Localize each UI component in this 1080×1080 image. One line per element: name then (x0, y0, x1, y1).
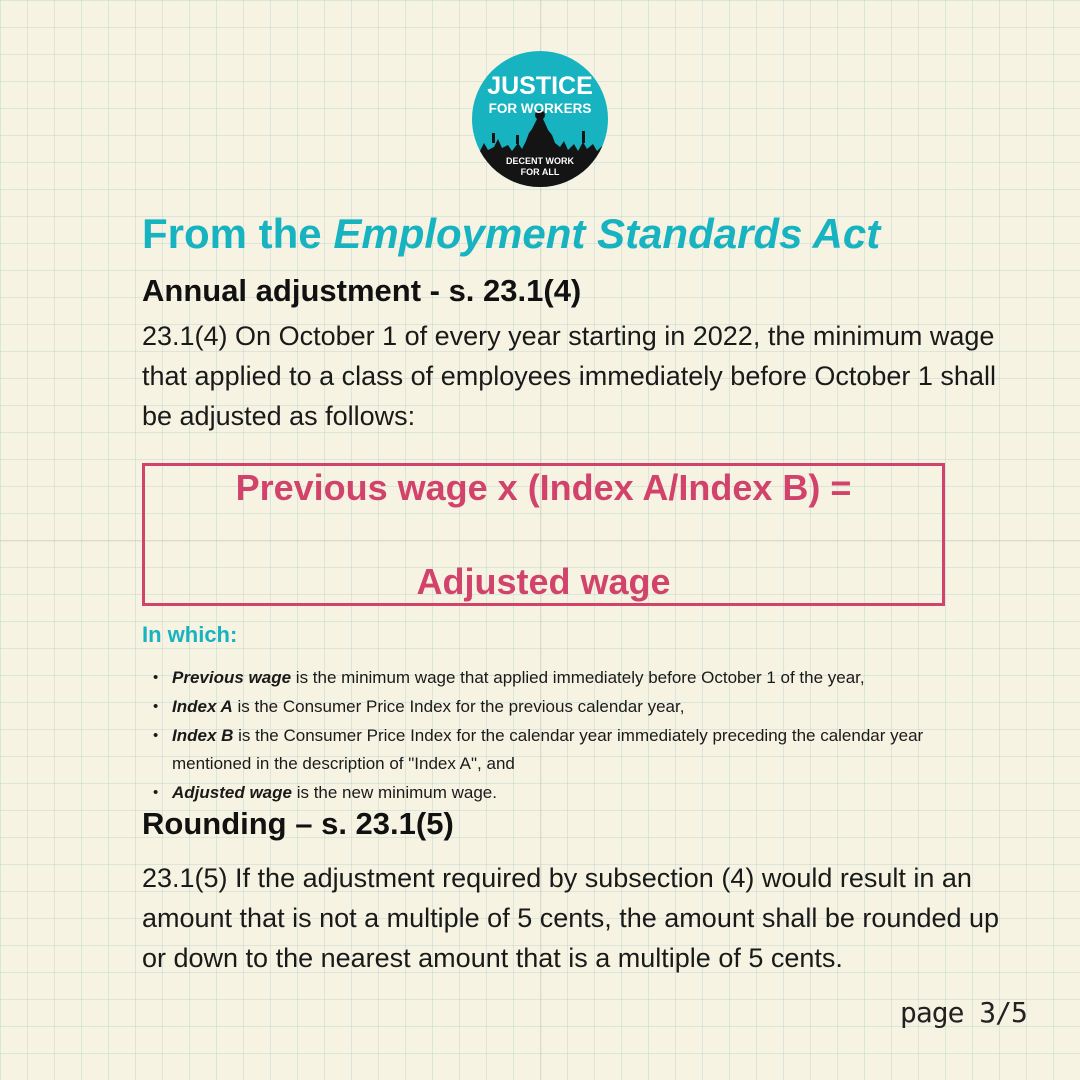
logo-slogan-line2: FOR ALL (520, 167, 560, 177)
annual-adjustment-heading: Annual adjustment - s. 23.1(4) (142, 273, 582, 308)
in-which-label: In which: (142, 622, 238, 647)
annual-adjustment-text: 23.1(4) On October 1 of every year starting in 2022, the minimum wage that applied to a class of employees immediately before October 1 shall be adjusted as follows: (142, 321, 996, 431)
definition-term: Previous wage (172, 668, 292, 687)
page-title (142, 210, 880, 258)
logo-for-workers-text: FOR WORKERS (488, 101, 592, 116)
definition-text: is the new minimum wage. (291, 783, 497, 802)
logo-justice-text: JUSTICE (487, 72, 593, 100)
formula-line1: Previous wage x (Index A/Index B) = (235, 467, 852, 508)
rounding-text: 23.1(5) If the adjustment required by subsection (4) would result in an amount that is not a multiple of 5 cents, the amount shall be rounded up or down to the nearest amount that is a multiple of 5 cents. (142, 863, 1000, 973)
title-act-name: Employment Standards Act (333, 210, 881, 257)
definition-text: is the minimum wage that applied immediately before October 1 of the year, (291, 668, 865, 687)
title-prefix: From the (142, 210, 334, 257)
page-indicator: page 3/5 (900, 996, 1027, 1029)
definition-item (150, 779, 970, 807)
definition-text: is the Consumer Price Index for the calendar year immediately preceding the calendar year mentioned in the description of "Index A", and (172, 726, 924, 773)
definition-term: Adjusted wage (172, 783, 292, 802)
definition-term: Index B (172, 726, 234, 745)
logo-slogan-line1: DECENT WORK (506, 156, 574, 166)
justice-for-workers-logo (472, 51, 608, 187)
formula-line2: Adjusted wage (416, 561, 671, 602)
definition-item (150, 693, 970, 721)
formula-box (142, 463, 945, 606)
definition-item (150, 664, 970, 692)
definition-item (150, 722, 970, 778)
definitions-list (150, 664, 970, 808)
rounding-heading: Rounding – s. 23.1(5) (142, 806, 454, 841)
definition-term: Index A (172, 697, 233, 716)
definition-text: is the Consumer Price Index for the previous calendar year, (232, 697, 685, 716)
